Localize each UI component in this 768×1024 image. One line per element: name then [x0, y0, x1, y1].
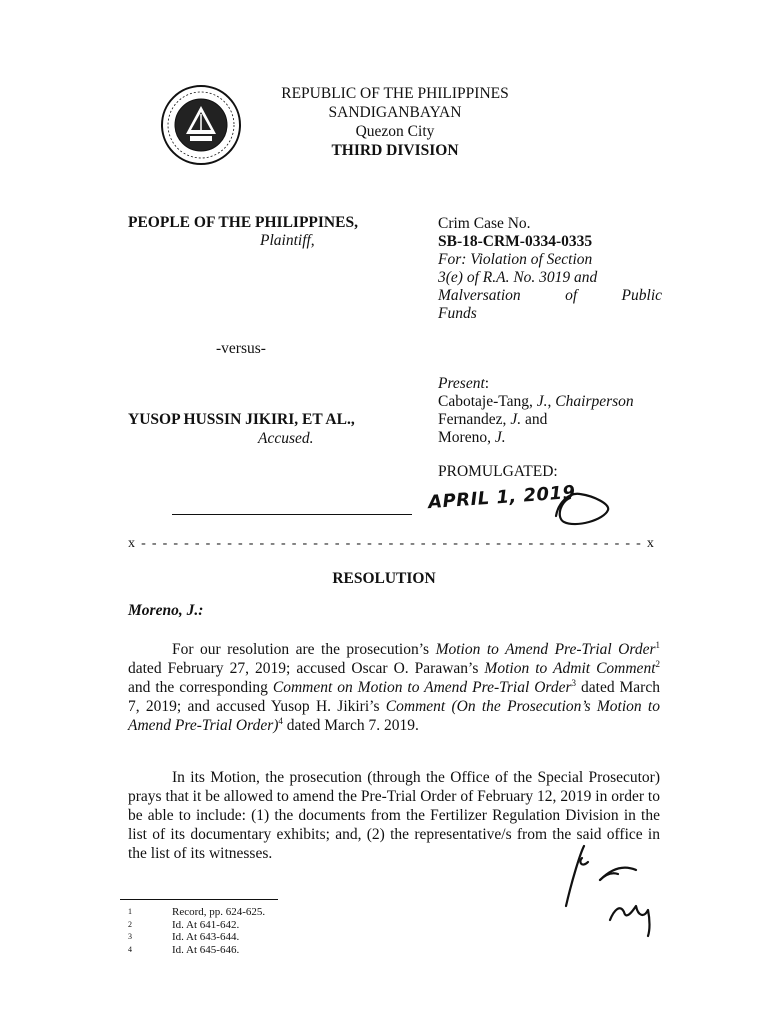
promulgation-date-handwritten: APRIL 1, 2019: [427, 481, 577, 514]
para1-text-4: dated March 7, 2019; and accused Yusop H. Jikiri’s: [128, 679, 660, 715]
header-republic: REPUBLIC OF THE PHILIPPINES: [281, 85, 509, 102]
footnote-2: 2 Id. At 641-642.: [128, 918, 240, 931]
para1-comment-title: Comment on Motion to Amend Pre-Trial Order: [272, 679, 572, 696]
case-for-line-1: For: Violation of Section: [438, 251, 593, 268]
case-for-line-2: 3(e) of R.A. No. 3019 and: [438, 269, 598, 286]
present-colon: :: [484, 375, 490, 392]
footnote-ref-3: 3: [571, 677, 577, 688]
present-block: [438, 375, 698, 447]
para1-admit-comment: Motion to Admit Comment: [484, 660, 656, 677]
footnote-ref-4: 4: [278, 715, 283, 726]
footnote-3: 3 Id. At 643-644.: [128, 931, 240, 943]
ponente: Moreno, J.:: [128, 602, 204, 619]
justice-3-name: Moreno,: [438, 429, 495, 446]
justice-1-name: Cabotaje-Tang,: [438, 393, 537, 410]
footnote-ref-2: 2: [655, 658, 660, 669]
case-info: [438, 215, 662, 323]
resolution-title: RESOLUTION: [332, 570, 436, 587]
para1-text-5: dated March 7. 2019.: [282, 717, 419, 734]
handwritten-initials: [560, 840, 670, 940]
para1-jikiri-comment: Comment (On the Prosecution’s Motion to Amend Pre-Trial Order): [128, 698, 660, 734]
para1-motion-title: Motion to Amend Pre-Trial Order: [435, 641, 656, 658]
para2-text: In its Motion, the prosecution (through the Office of the Special Prosecutor) prays that it be allowed to amend the Pre-Trial Order of February 12, 2019 in order to be able to include: (1) the documents from the Fertilizer Regulation Division in the list of its documentary exhibits; and, (2) the representative/s from the said office in the list of its witnesses.: [128, 769, 660, 862]
justice-1-title: J.: [536, 393, 548, 410]
court-header: [250, 84, 540, 160]
para1-text-3: and the corresponding: [128, 679, 273, 696]
case-for-line-3: Malversation of Public: [438, 287, 662, 304]
para1-text-2: dated February 27, 2019; accused Oscar O. Parawan’s: [128, 660, 485, 677]
promulgated-label: PROMULGATED:: [438, 463, 558, 480]
divider-line: x - - - - - - - - - - - - - - - - - - - - - - - - - - - - - - - - - - - - - - - - - - - - - - - x: [128, 536, 656, 551]
justice-2-name: Fernandez,: [438, 411, 511, 428]
case-number: SB-18-CRM-0334-0335: [438, 233, 593, 250]
plaintiff-role: Plaintiff,: [260, 232, 315, 249]
justice-3-title: J.: [494, 429, 506, 446]
accused-name: YUSOP HUSSIN JIKIRI, ET AL.,: [128, 411, 355, 428]
footnote-1: 1 Record, pp. 624-625.: [128, 906, 266, 918]
header-division: THIRD DIVISION: [331, 142, 459, 159]
para1-text-1: For our resolution are the prosecution’s: [172, 641, 436, 658]
footnote-ref-1: 1: [655, 639, 660, 650]
justice-1-sep: ,: [547, 393, 556, 410]
justice-2-title: J.: [510, 411, 522, 428]
footnote-4: 4 Id. At 645-646.: [128, 943, 240, 956]
paragraph-1: [128, 640, 660, 735]
header-city: Quezon City: [355, 123, 435, 140]
promulgation-signature: [546, 484, 618, 528]
court-seal: [160, 84, 242, 166]
present-label: Present: [438, 375, 485, 392]
header-court: SANDIGANBAYAN: [328, 104, 462, 121]
case-for-line-4: Funds: [438, 305, 477, 322]
versus-label: -versus-: [216, 340, 266, 357]
accused-role: Accused.: [258, 430, 314, 447]
signature-line: [172, 514, 412, 515]
case-label: Crim Case No.: [438, 215, 531, 232]
footnotes: [128, 906, 265, 956]
justice-1-role: Chairperson: [555, 393, 634, 410]
plaintiff-name: PEOPLE OF THE PHILIPPINES,: [128, 214, 358, 231]
justice-2-tail: and: [521, 411, 548, 428]
footnote-rule: [120, 899, 278, 900]
